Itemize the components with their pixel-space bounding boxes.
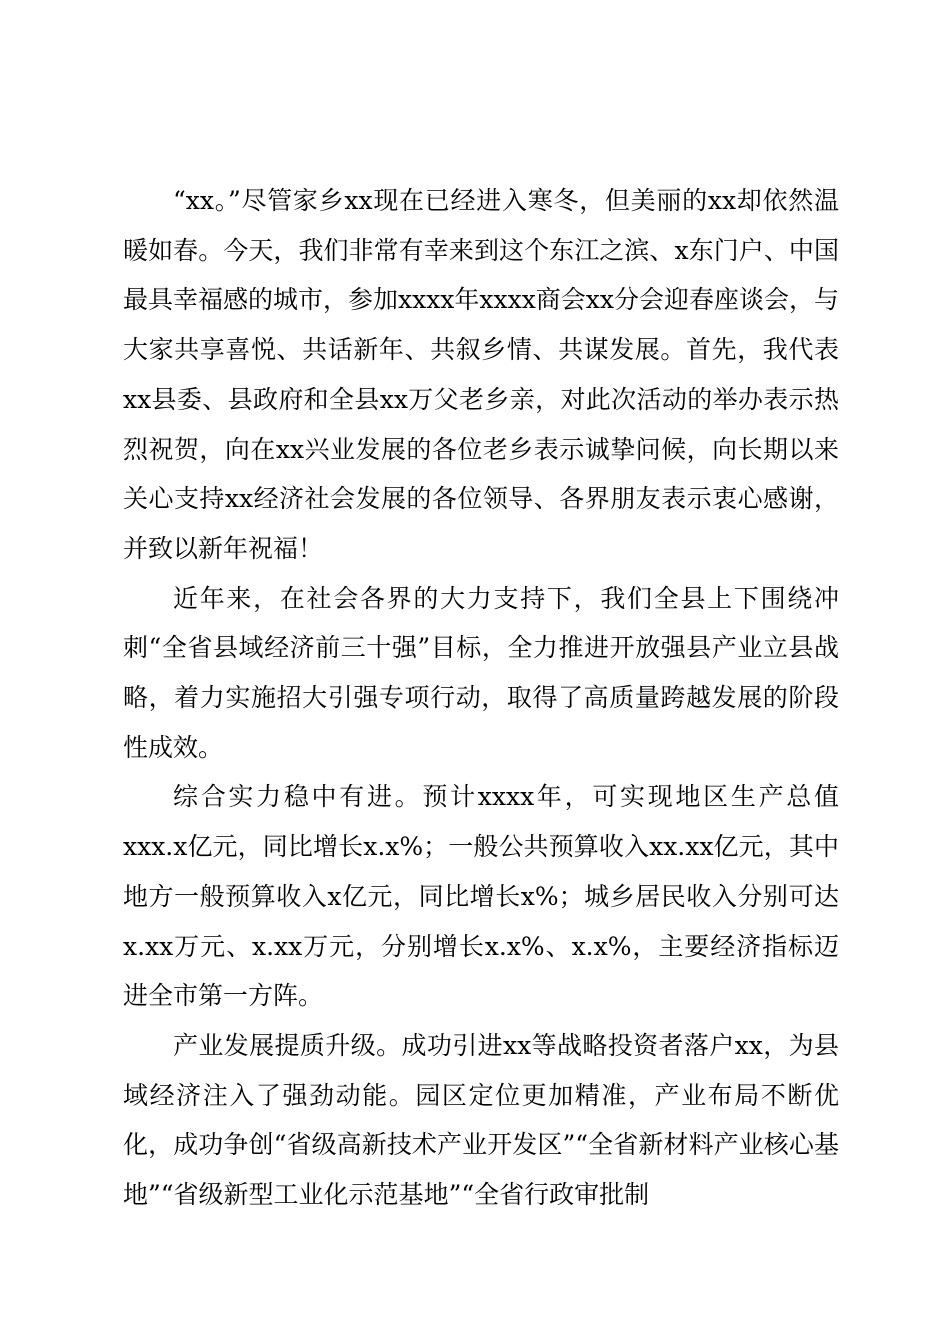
paragraph-greeting: “xx。”尽管家乡xx现在已经进入寒冬，但美丽的xx却依然温暖如春。今天，我们非常有幸来到这个东江之滨、x东门户、中国最具幸福感的城市，参加xxxx年xxxx商会xx分会迎春座谈会，与大家共享喜悦、共话新年、共叙乡情、共谋发展。首先，我代表xx县委、县政府和全县xx万父老乡亲，对此次活动的举办表示热烈祝贺，向在xx兴业发展的各位老乡表示诚挚问候，向长期以来关心支持xx经济社会发展的各位领导、各界朋友表示衷心感谢，并致以新年祝福！ bbox=[123, 186, 839, 563]
paragraph-recent-years: 近年来，在社会各界的大力支持下，我们全县上下围绕冲刺“全省县域经济前三十强”目标，全力推进开放强县产业立县战略，着力实施招大引强专项行动，取得了高质量跨越发展的阶段性成效。 bbox=[123, 583, 839, 762]
document-body bbox=[123, 176, 839, 1220]
paragraph-industry-development: 产业发展提质升级。成功引进xx等战略投资者落户xx，为县域经济注入了强劲动能。园区定位更加精准，产业布局不断优化，成功争创“省级高新技术产业开发区”“全省新材料产业核心基地”“省级新型工业化示范基地”“全省行政审批制 bbox=[123, 1030, 839, 1210]
paragraph-overall-strength: 综合实力稳中有进。预计xxxx年，可实现地区生产总值xxx.x亿元，同比增长x.x%；一般公共预算收入xx.xx亿元，其中地方一般预算收入x亿元，同比增长x%；城乡居民收入分别可达x.xx万元、x.xx万元，分别增长x.x%、x.x%，主要经济指标迈进全市第一方阵。 bbox=[123, 782, 839, 1011]
